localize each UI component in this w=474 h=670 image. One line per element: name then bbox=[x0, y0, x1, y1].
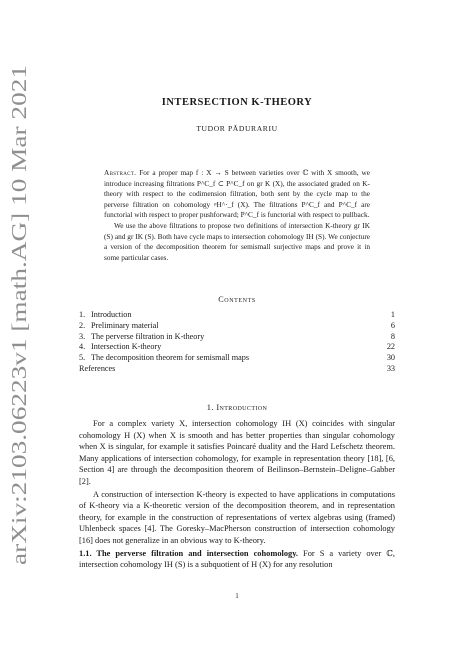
toc-entry-page: 1 bbox=[390, 310, 395, 319]
abstract-paragraph-2: We use the above filtrations to propose two definitions of intersection K-theory gr IK (S) and gr IK (S). Both have cycle maps to intersection cohomology IH (S). We conjecture a version of the decomposition theorem for semismall surjective maps and prove it in some particular cases. bbox=[104, 220, 370, 262]
subsection-paragraph bbox=[79, 548, 395, 571]
subsection-text: For S a variety over ℂ, intersection cohomology IH (S) is a subquotient of H (X) for any resolution bbox=[79, 548, 396, 570]
introduction-body bbox=[79, 418, 395, 571]
toc-entry[interactable] bbox=[79, 332, 395, 343]
paper-title: INTERSECTION K-THEORY bbox=[161, 97, 313, 108]
toc-entry[interactable] bbox=[79, 353, 395, 364]
page-number: 1 bbox=[235, 592, 239, 600]
toc-entry-page: 8 bbox=[390, 331, 395, 341]
toc-entry-label: Intersection K-theory bbox=[91, 342, 162, 352]
arxiv-stamp-text: arXiv:2103.06223v1 [math.AG] 10 Mar 2021 bbox=[7, 180, 31, 565]
arxiv-identifier-stamp bbox=[4, 60, 34, 570]
abstract bbox=[104, 168, 370, 263]
section-heading-introduction: 1. Introduction bbox=[206, 403, 268, 412]
toc-entry-label: The perverse filtration in K-theory bbox=[91, 331, 205, 341]
body-paragraph: For a complex variety X, intersection cohomology IH (X) coincides with singular cohomology H (X) when X is smooth and has better properties than singular cohomology when X is singular, for example it satisfies Poincaré duality and the Hard Lefschetz theorem. Many applications of intersection cohomology, for example in representation theory [18], [6, Section 4] are through the decomposition theorem of Beilinson–Bernstein–Deligne–Gabber [2]. bbox=[79, 419, 395, 486]
toc-entry[interactable] bbox=[79, 310, 395, 321]
toc-entry[interactable] bbox=[79, 342, 395, 353]
toc-entry-number: 2. bbox=[79, 320, 86, 330]
toc-entry-label: References bbox=[79, 363, 116, 373]
toc-entry-label: The decomposition theorem for semismall maps bbox=[91, 353, 250, 363]
toc-entry-number: 5. bbox=[79, 353, 86, 363]
arxiv-stamp-graphic bbox=[4, 60, 34, 570]
abstract-label: Abstract. bbox=[104, 168, 137, 177]
toc-entry-label: Introduction bbox=[91, 310, 132, 319]
paper-page bbox=[79, 0, 395, 670]
toc-entry-page: 30 bbox=[386, 353, 395, 363]
toc-entry-references[interactable] bbox=[79, 364, 395, 375]
contents-heading: Contents bbox=[218, 295, 256, 304]
body-paragraph: A construction of intersection K-theory is expected to have applications in computations of K-theory via a K-theoretic version of the decomposition theorem, and in representation theory, for example in the construction of representations of vertex algebras using (framed) Uhlenbeck spaces [4]. The Goresky–MacPherson construction of intersection cohomology [16] does not generalize in an obvious way to K-theory. bbox=[79, 489, 395, 545]
table-of-contents bbox=[79, 310, 395, 375]
toc-entry-page: 33 bbox=[386, 363, 395, 373]
subsection-title: 1.1. The perverse filtration and intersection cohomology. bbox=[79, 548, 299, 558]
toc-entry-number: 1. bbox=[79, 310, 86, 319]
paper-author: TUDOR PĂDURARIU bbox=[196, 124, 278, 133]
toc-entry-page: 6 bbox=[390, 320, 395, 330]
toc-entry-page: 22 bbox=[386, 342, 395, 352]
toc-entry[interactable] bbox=[79, 321, 395, 332]
abstract-paragraph-1 bbox=[104, 168, 370, 221]
toc-entry-number: 4. bbox=[79, 342, 86, 352]
toc-entry-label: Preliminary material bbox=[91, 320, 159, 330]
toc-entry-number: 3. bbox=[79, 331, 86, 341]
abstract-text-1: For a proper map f : X → S between varieties over ℂ with X smooth, we introduce increasing filtrations P^C_f ⊂ P^C_f on gr K (X), the associated graded on K-theory with respect to the codimension filtration, both sent by the cycle map to the perverse filtration on cohomology ᵖH^·_f (X). The filtrations P^C_f and P^C_f are functorial with respect to proper pushforward; P^C_f is functorial with respect to pullback. bbox=[104, 168, 370, 220]
